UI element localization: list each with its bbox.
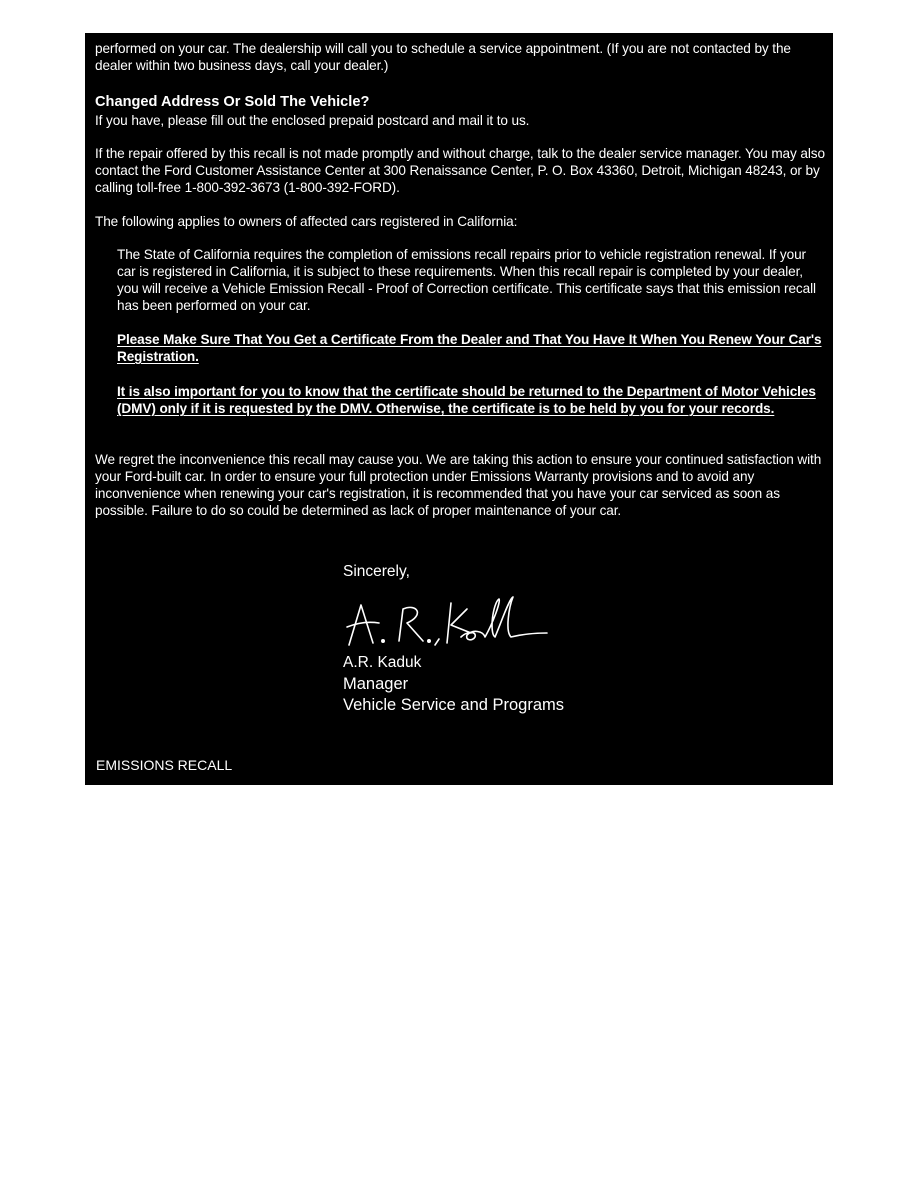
certificate-notice: Please Make Sure That You Get a Certificate From the Dealer and That You Have It When You Renew Your Car's Registration. [117, 332, 822, 364]
address-heading: Changed Address Or Sold The Vehicle? [95, 94, 370, 110]
signer-name: A.R. Kaduk [343, 654, 422, 671]
signer-department: Vehicle Service and Programs [343, 696, 565, 714]
address-paragraph: If you have, please fill out the enclosed prepaid postcard and mail it to us. [95, 113, 530, 128]
closing: Sincerely, [343, 563, 410, 580]
regret-paragraph: We regret the inconvenience this recall may cause you. We are taking this action to ensure your continued satisfaction with your Ford-built car. In order to ensure your full protection under Emissions Warranty provisions and to avoid any inconvenience when renewing your car's registration, it is recommended that you have your car serviced as soon as possible. Failure to do so could be determined as lack of proper maintenance of your car. [95, 452, 822, 518]
dmv-notice: It is also important for you to know that the certificate should be returned to the Department of Motor Vehicles (DMV) only if it is requested by the DMV. Otherwise, the certificate is to be held by you for your records. [117, 384, 816, 416]
letter-page [85, 33, 833, 785]
repair-paragraph: If the repair offered by this recall is not made promptly and without charge, talk to the dealer service manager. You may also contact the Ford Customer Assistance Center at 300 Renaissance Center, P. O. Box 43360, Detroit, Michigan 48243, or by calling toll-free 1-800-392-3673 (1-800-392-FORD). [95, 146, 825, 195]
california-intro: The following applies to owners of affected cars registered in California: [95, 214, 518, 229]
signature [343, 593, 553, 651]
signer-title: Manager [343, 675, 409, 693]
california-paragraph: The State of California requires the completion of emissions recall repairs prior to vehicle registration renewal. If your car is registered in California, it is subject to these requirements. When this recall repair is completed by your dealer, you will receive a Vehicle Emission Recall - Proof of Correction certificate. This certificate says that this emission recall has been performed on your car. [117, 247, 816, 313]
footer-label: EMISSIONS RECALL [96, 757, 233, 773]
intro-continuation: performed on your car. The dealership will call you to schedule a service appointment. (If you are not contacted by the dealer within two business days, call your dealer.) [95, 41, 791, 73]
